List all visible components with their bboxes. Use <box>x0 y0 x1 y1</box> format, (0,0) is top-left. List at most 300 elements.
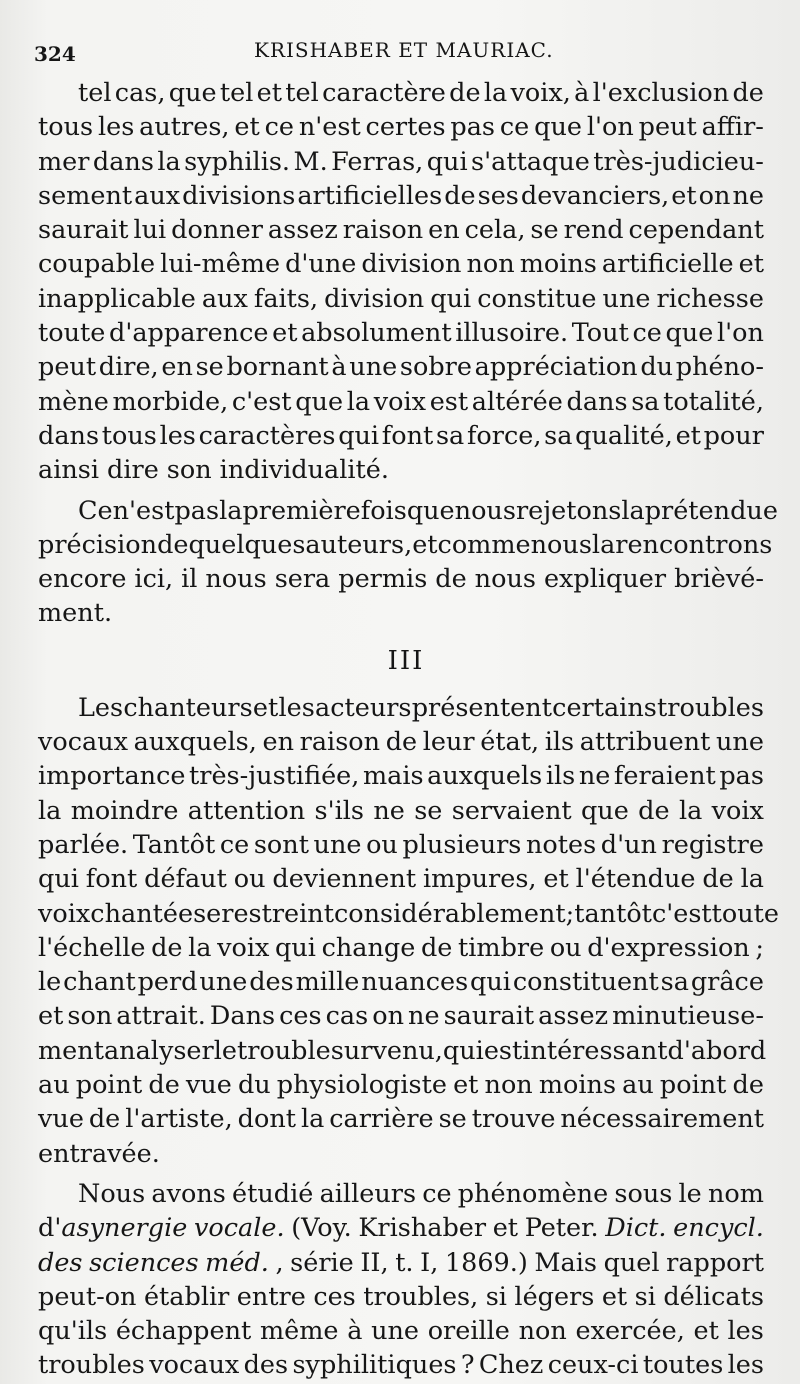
word: t. <box>395 1247 414 1278</box>
text-line <box>38 1137 764 1171</box>
word: est <box>429 386 469 417</box>
word: la <box>621 495 645 526</box>
text-line <box>38 1068 764 1102</box>
word: dont <box>237 1104 297 1135</box>
word: Les <box>78 692 124 723</box>
word: qui <box>38 864 79 895</box>
word: de <box>444 180 476 211</box>
word: parlée. <box>38 829 129 860</box>
word: l'on <box>586 112 634 143</box>
text-line <box>38 1314 764 1348</box>
word: qui <box>338 420 380 451</box>
word: absolument <box>301 318 452 349</box>
word: font <box>381 420 434 451</box>
word: trouve <box>471 1104 556 1135</box>
word: l'échelle <box>38 932 146 963</box>
text-line <box>38 350 764 384</box>
word: Ferras, <box>331 146 424 177</box>
word: des <box>243 1350 289 1381</box>
word: Krishaber <box>358 1213 487 1244</box>
word: faits, <box>253 283 319 314</box>
word: voix, <box>510 78 571 108</box>
word: ou <box>366 829 398 860</box>
word: à <box>331 352 347 383</box>
word: rencontrons <box>615 529 773 560</box>
word: ; <box>755 932 764 963</box>
word: pas <box>174 495 220 526</box>
word: troubles <box>657 692 764 723</box>
word: de <box>732 78 764 108</box>
word: coupable <box>38 249 156 280</box>
word: auxquels, <box>133 727 257 758</box>
text-line <box>38 1211 764 1245</box>
word: très-judicieu- <box>593 146 764 177</box>
word: Nous <box>78 1178 146 1209</box>
text-line <box>38 247 764 281</box>
word: voix <box>373 386 427 417</box>
word: il <box>181 564 198 595</box>
word: divisions <box>182 180 296 211</box>
text-line <box>38 1034 767 1068</box>
word: exercée, <box>575 1316 685 1347</box>
word: acteurs <box>315 692 412 723</box>
word: tel <box>219 78 254 108</box>
word: de <box>148 1070 180 1101</box>
word: cependant <box>628 215 764 246</box>
word: toute <box>38 318 106 349</box>
word: la <box>157 146 181 177</box>
word: mer <box>38 146 90 177</box>
word: que <box>580 795 629 826</box>
word: le <box>678 1178 702 1209</box>
text-line <box>38 110 764 144</box>
word: restreint <box>221 898 334 929</box>
word: s'attaque <box>471 146 590 177</box>
word: individualité. <box>219 455 389 486</box>
word: la <box>483 78 508 108</box>
word: son <box>166 455 212 486</box>
word: les <box>97 112 135 143</box>
word: ces <box>279 1001 322 1032</box>
word: de <box>151 932 183 963</box>
word: à <box>574 78 590 108</box>
word: l'on <box>716 318 764 349</box>
word: en <box>161 352 193 383</box>
word: lui <box>133 215 167 246</box>
word: se <box>195 352 224 383</box>
word: d'une <box>285 249 357 280</box>
word: troubles, <box>363 1281 479 1312</box>
word: les <box>727 1350 764 1381</box>
word: nom <box>707 1178 764 1209</box>
word: s'ils <box>314 795 364 826</box>
word: donner <box>171 215 263 246</box>
word: servaient <box>451 795 572 826</box>
word: Chez <box>478 1350 544 1381</box>
word: l'étendue <box>575 864 696 895</box>
word: se <box>193 898 222 929</box>
word: sa <box>660 967 689 998</box>
word: encore <box>38 564 127 595</box>
word: Ce <box>78 495 113 526</box>
word: vue <box>38 1104 84 1135</box>
word: ne <box>578 761 611 792</box>
word: au <box>622 1070 654 1101</box>
word: 1869.) <box>444 1247 528 1278</box>
word: de <box>702 864 734 895</box>
word: établir <box>143 1281 230 1312</box>
word: sement <box>38 180 133 211</box>
word: son <box>67 1001 113 1032</box>
word: moindre <box>70 795 179 826</box>
word: tel <box>78 78 112 108</box>
word: toute <box>711 898 780 929</box>
word: ils <box>544 727 575 758</box>
word: ou <box>233 864 266 895</box>
word: timbre <box>458 932 545 963</box>
text-line <box>38 759 764 793</box>
word: affir- <box>701 112 764 143</box>
word: une <box>349 352 398 383</box>
word: cas <box>325 1001 369 1032</box>
word: d'apparence <box>109 318 269 349</box>
text-line <box>38 145 764 179</box>
word: avons <box>151 1178 226 1209</box>
word: peut-on <box>38 1281 137 1312</box>
text-line <box>38 562 764 596</box>
word: morbide, <box>112 386 229 417</box>
word: est <box>483 1035 523 1066</box>
word: de <box>435 564 467 595</box>
word: et <box>675 420 701 451</box>
word: ce <box>632 318 662 349</box>
word: quelques <box>188 529 306 560</box>
word: mille <box>295 967 360 998</box>
word: intéressant <box>522 1035 668 1066</box>
word: ou <box>549 932 582 963</box>
text-line <box>38 691 764 725</box>
word: analyser <box>103 1035 214 1066</box>
word: phéno- <box>675 352 764 383</box>
word: saurait <box>443 1001 535 1032</box>
word: la <box>346 386 371 417</box>
word: même <box>259 1316 339 1347</box>
word: bornant <box>226 352 329 383</box>
word: d'asynergie <box>38 1213 188 1244</box>
word: qui <box>430 283 472 314</box>
text-line <box>38 862 764 896</box>
word: état, <box>480 727 540 758</box>
word: une <box>313 829 362 860</box>
text-line <box>38 897 780 931</box>
word: dire <box>107 455 159 486</box>
word: n'est <box>112 495 175 526</box>
word: constitue <box>477 283 597 314</box>
text-line <box>38 316 764 350</box>
word: une <box>371 1316 420 1347</box>
text-line <box>38 213 764 247</box>
word: de <box>420 932 453 963</box>
word: nous <box>205 564 267 595</box>
word: certes <box>365 112 446 143</box>
word: devanciers, <box>520 180 670 211</box>
word: survenu, <box>330 1035 443 1066</box>
word: ne <box>732 180 764 211</box>
word: vocale. <box>193 1213 285 1244</box>
word: , <box>275 1247 284 1278</box>
word: de <box>88 1104 121 1135</box>
word: change <box>321 932 416 963</box>
word: troubles <box>38 1350 145 1381</box>
word: minutieuse- <box>612 1001 764 1032</box>
word: que <box>406 495 455 526</box>
text-line <box>38 385 764 419</box>
word: I, <box>420 1247 439 1278</box>
word: voix <box>217 932 270 963</box>
word: ment <box>38 1035 104 1066</box>
word: syphilis. <box>184 146 291 177</box>
word: très-justifiée, <box>189 761 360 792</box>
word: tous <box>101 420 157 451</box>
word: la <box>38 795 62 826</box>
word: richesse <box>656 283 764 314</box>
word: qui <box>426 146 468 177</box>
word: voix <box>38 898 91 929</box>
word: la <box>740 864 764 895</box>
word: en <box>428 215 460 246</box>
word: qui <box>275 932 316 963</box>
word: perd <box>137 967 198 998</box>
word: légers <box>514 1281 595 1312</box>
word: ce <box>264 112 294 143</box>
word: ils <box>545 761 576 792</box>
word: notes <box>525 829 597 860</box>
word: de <box>157 529 189 560</box>
word: nuances <box>361 967 469 998</box>
word: cas, <box>114 78 166 108</box>
word: force, <box>466 420 542 451</box>
text-line <box>38 596 764 630</box>
word: qui <box>470 967 511 998</box>
word: aux <box>134 180 181 211</box>
word: délicats <box>663 1281 764 1312</box>
word: présentent <box>411 692 552 723</box>
word: attrait. <box>116 1001 206 1032</box>
word: sciences <box>89 1247 199 1278</box>
word: première <box>242 495 361 526</box>
word: inapplicable <box>38 283 196 314</box>
word: leur <box>422 727 475 758</box>
word: illusoire. <box>455 318 569 349</box>
word: rapport <box>666 1247 764 1278</box>
word: et <box>256 78 282 108</box>
word: que <box>665 318 714 349</box>
word: dire, <box>98 352 159 383</box>
word: sa <box>435 420 465 451</box>
word: ses <box>477 180 519 211</box>
word: et <box>272 318 298 349</box>
word: à <box>347 1316 363 1347</box>
paragraph <box>38 76 764 488</box>
word: attribuent <box>579 727 711 758</box>
word: Tout <box>571 318 629 349</box>
word: en <box>262 727 295 758</box>
word: chanteurs <box>123 692 253 723</box>
word: vocaux <box>38 727 129 758</box>
word: de <box>732 1070 764 1101</box>
word: non <box>466 249 515 280</box>
word: et <box>234 112 260 143</box>
word: et <box>453 1070 479 1101</box>
word: se <box>414 795 443 826</box>
word: artificielles <box>297 180 443 211</box>
word: que <box>168 78 217 108</box>
word: et <box>738 249 764 280</box>
text-line <box>38 419 764 453</box>
word: ici, <box>134 564 174 595</box>
word: du <box>237 1070 271 1101</box>
word: vue <box>185 1070 232 1101</box>
word: on <box>698 180 731 211</box>
word: tous <box>38 112 94 143</box>
word: Mais <box>534 1247 597 1278</box>
word: et <box>252 692 279 723</box>
section-heading: III <box>387 645 425 676</box>
word: phénomène <box>457 1178 609 1209</box>
word: totalité, <box>663 386 764 417</box>
word: la <box>219 495 243 526</box>
word: assez <box>267 215 338 246</box>
text-line <box>38 494 778 528</box>
word: d'expression <box>587 932 750 963</box>
text-line <box>38 1280 764 1314</box>
page-number: 324 <box>34 42 76 66</box>
word: échappent <box>115 1316 252 1347</box>
word: c'est <box>231 386 292 417</box>
word: M. <box>293 146 328 177</box>
word: série <box>290 1247 354 1278</box>
word: feraient <box>613 761 716 792</box>
word: l'exclusion <box>592 78 730 108</box>
word: raison <box>342 215 424 246</box>
word: si <box>634 1281 656 1312</box>
word: oreille <box>427 1316 510 1347</box>
word: chantée <box>90 898 194 929</box>
word: sa <box>544 420 573 451</box>
word: trouble <box>236 1035 331 1066</box>
word: une <box>715 727 764 758</box>
word: syphilitiques <box>292 1350 457 1381</box>
word: ce <box>219 829 250 860</box>
word: se <box>438 1104 467 1135</box>
word: impures, <box>422 864 537 895</box>
word: moins <box>538 1070 617 1101</box>
word: font <box>85 864 138 895</box>
word: mène <box>38 386 109 417</box>
word: ne <box>373 795 405 826</box>
word: brièvé- <box>674 564 764 595</box>
word: point <box>659 1070 727 1101</box>
word: on <box>372 1001 405 1032</box>
word: deviennent <box>272 864 417 895</box>
word: registre <box>661 829 764 860</box>
word: rend <box>563 215 624 246</box>
text-line <box>38 1246 764 1280</box>
word: ne <box>408 1001 440 1032</box>
word: la <box>678 795 703 826</box>
word: caractères <box>198 420 336 451</box>
text-line <box>38 794 764 828</box>
word: du <box>640 352 674 383</box>
word: la <box>188 932 212 963</box>
word: étudié <box>232 1178 314 1209</box>
word: II, <box>360 1247 389 1278</box>
word: méd. <box>205 1247 269 1278</box>
word: mais <box>362 761 424 792</box>
word: lui-même <box>160 249 281 280</box>
word: certains <box>552 692 657 723</box>
word: ceux-ci <box>547 1350 639 1381</box>
word: une <box>602 283 651 314</box>
word: pas <box>719 761 764 792</box>
text-line <box>38 999 764 1033</box>
word: ; <box>565 898 575 929</box>
word: importance <box>38 761 186 792</box>
word: défaut <box>144 864 227 895</box>
word: l'artiste, <box>125 1104 233 1135</box>
word: autres, <box>139 112 230 143</box>
word: non <box>484 1070 533 1101</box>
word: cela, <box>464 215 526 246</box>
word: de <box>449 78 481 108</box>
word: le <box>213 1035 237 1066</box>
word: division <box>324 283 425 314</box>
word: pour <box>703 420 764 451</box>
word: la <box>591 529 616 560</box>
word: considérablement <box>333 898 566 929</box>
word: qu'ils <box>38 1316 108 1347</box>
text-line <box>38 528 773 562</box>
word: raison <box>299 727 381 758</box>
word: assez <box>538 1001 609 1032</box>
word: tantôt <box>574 898 652 929</box>
word: nécessairement <box>560 1104 764 1135</box>
word: attention <box>187 795 306 826</box>
word: nous <box>474 564 536 595</box>
word: c'est <box>651 898 712 929</box>
running-title: KRISHABER ET MAURIAC. <box>254 38 554 62</box>
word: aux <box>201 283 248 314</box>
word: d'abord <box>667 1035 767 1066</box>
paragraph <box>38 691 780 1171</box>
word: se <box>530 215 559 246</box>
text-line <box>38 1102 764 1136</box>
text-line <box>38 453 764 487</box>
word: ment. <box>38 598 113 629</box>
word: si <box>485 1281 507 1312</box>
word: division <box>361 249 462 280</box>
word: point <box>75 1070 143 1101</box>
word: non <box>518 1316 567 1347</box>
word: qui <box>442 1035 484 1066</box>
word: altérée <box>471 386 563 417</box>
word: que <box>295 386 344 417</box>
text-line <box>38 1177 764 1211</box>
word: Tantôt <box>132 829 216 860</box>
word: vocaux <box>149 1350 240 1381</box>
word: carrière <box>329 1104 434 1135</box>
text-line <box>38 828 764 862</box>
